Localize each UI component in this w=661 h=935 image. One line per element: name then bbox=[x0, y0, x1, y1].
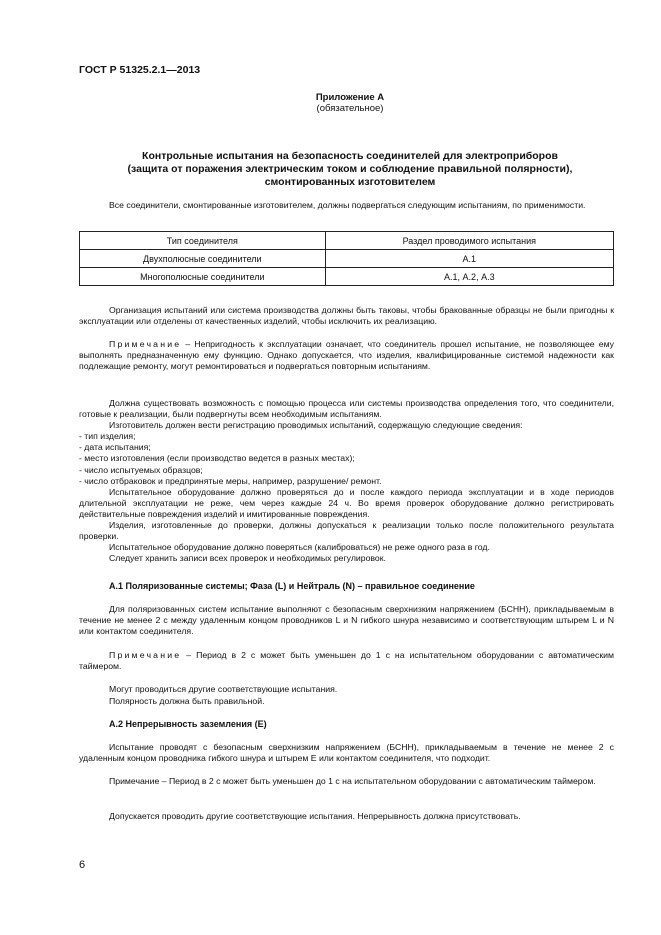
section-a1-text: Для поляризованных систем испытание выполняют с безопасным сверхнизким напряжением (БСНН), прикладываемым в течение не менее 2 с между удаленным концом проводников L и N гибкого шнура независимо и соответствующим штырем L и N или контактом соединителя. bbox=[79, 604, 614, 637]
table-header-cell: Тип соединителя bbox=[80, 232, 326, 250]
table-row bbox=[80, 268, 614, 286]
calibration-paragraph: Испытательное оборудование должно поверяться (калиброваться) не реже одного раза в год. bbox=[109, 542, 490, 553]
section-title bbox=[60, 150, 640, 189]
process-paragraph: Должна существовать возможность с помощью процесса или системы производства определения того, что соединители, готовые к реализации, были подвергнуты всем необходимым испытаниям. bbox=[79, 398, 614, 420]
table-header-cell: Раздел проводимого испытания bbox=[325, 232, 613, 250]
records-paragraph: Следует хранить записи всех проверок и необходимых регулировок. bbox=[109, 553, 386, 564]
section-a2-other: Допускается проводить другие соответствующие испытания. Непрерывность должна присутствовать. bbox=[109, 811, 521, 821]
note-paragraph bbox=[79, 339, 614, 372]
section-a1-other: Могут проводиться другие соответствующие испытания. bbox=[109, 684, 338, 694]
connector-test-table bbox=[79, 231, 614, 286]
table-header-row bbox=[80, 232, 614, 250]
requirements-block bbox=[79, 398, 614, 564]
section-title-line: смонтированных изготовителем bbox=[264, 176, 436, 188]
appendix-title: Приложение А bbox=[315, 92, 385, 103]
list-item: - число отбраковок и предпринятые меры, например, разрушение/ ремонт. bbox=[79, 475, 382, 486]
register-paragraph: Изготовитель должен вести регистрацию проводимых испытаний, содержащую следующие сведения: bbox=[109, 420, 523, 431]
document-id: ГОСТ Р 51325.2.1—2013 bbox=[79, 64, 201, 76]
equipment-paragraph: Испытательное оборудование должно проверяться до и после каждого периода эксплуатации и в ходе периодов длительной эксплуатации не реже, чем через каждые 24 ч. Во время проверок оборудование должно регистрировать действительные повреждения изделий и имитированные повреждения. bbox=[79, 486, 614, 519]
note-label: Примечание bbox=[109, 339, 182, 349]
note-label: Примечание bbox=[109, 650, 182, 660]
list-item: - число испытуемых образцов; bbox=[79, 464, 203, 475]
table-cell: Многополюсные соединители bbox=[80, 268, 326, 286]
table-row bbox=[80, 250, 614, 268]
section-a2-heading: А.2 Непрерывность заземления (Е) bbox=[109, 719, 267, 729]
section-a2-note: Примечание – Период в 2 с может быть уменьшен до 1 с на испытательном оборудовании с автоматическим таймером. bbox=[109, 776, 596, 786]
table-cell: А.1 bbox=[325, 250, 613, 268]
note-text: – Непригодность к эксплуатации означает, что соединитель прошел испытание, не позволяющее ему выполнять предназначенную ему функцию. Однако допускается, что изделия, квалифицированные системой надежности как подлежащие ремонту, могут ремонтироваться и подвергаться повторным испытаниям. bbox=[79, 339, 614, 372]
intro-paragraph: Все соединители, смонтированные изготовителем, должны подвергаться следующим испытаниям, по применимости. bbox=[109, 200, 586, 210]
list-item: - тип изделия; bbox=[79, 431, 136, 442]
section-a1-note bbox=[79, 650, 614, 672]
section-a1-polarity: Полярность должна быть правильной. bbox=[109, 696, 265, 706]
list-item: - место изготовления (если производство ведется в разных местах); bbox=[79, 453, 355, 464]
table-cell: А.1, А.2, А.3 bbox=[325, 268, 613, 286]
organization-paragraph: Организация испытаний или система производства должны быть таковы, чтобы бракованные образцы не были пригодны к эксплуатации или отделены от качественных изделий, чтобы исключить их реализацию. bbox=[79, 305, 614, 327]
page-number: 6 bbox=[79, 859, 86, 871]
section-a1-heading: А.1 Поляризованные системы; Фаза (L) и Нейтраль (N) – правильное соединение bbox=[109, 581, 475, 591]
section-a2-text: Испытание проводят с безопасным сверхнизким напряжением (БСНН), прикладываемым в течение не менее 2 с удаленным концом проводника гибкого шнура и штырем Е или контактом соединителя, что подходит. bbox=[79, 742, 614, 764]
appendix-subtitle: (обязательное) bbox=[316, 103, 384, 114]
section-title-line: (защита от поражения электрическим током и соблюдение правильной полярности), bbox=[127, 163, 573, 175]
section-title-line: Контрольные испытания на безопасность соединителей для электроприборов bbox=[142, 150, 558, 162]
list-item: - дата испытания; bbox=[79, 442, 151, 453]
table-cell: Двухполюсные соединители bbox=[80, 250, 326, 268]
items-paragraph: Изделия, изготовленные до проверки, должны допускаться к реализации только после положительного результата проверки. bbox=[79, 520, 614, 542]
note-text: – Период в 2 с может быть уменьшен до 1 с на испытательном оборудовании с автоматическим таймером. bbox=[79, 650, 614, 672]
register-list bbox=[79, 431, 614, 486]
